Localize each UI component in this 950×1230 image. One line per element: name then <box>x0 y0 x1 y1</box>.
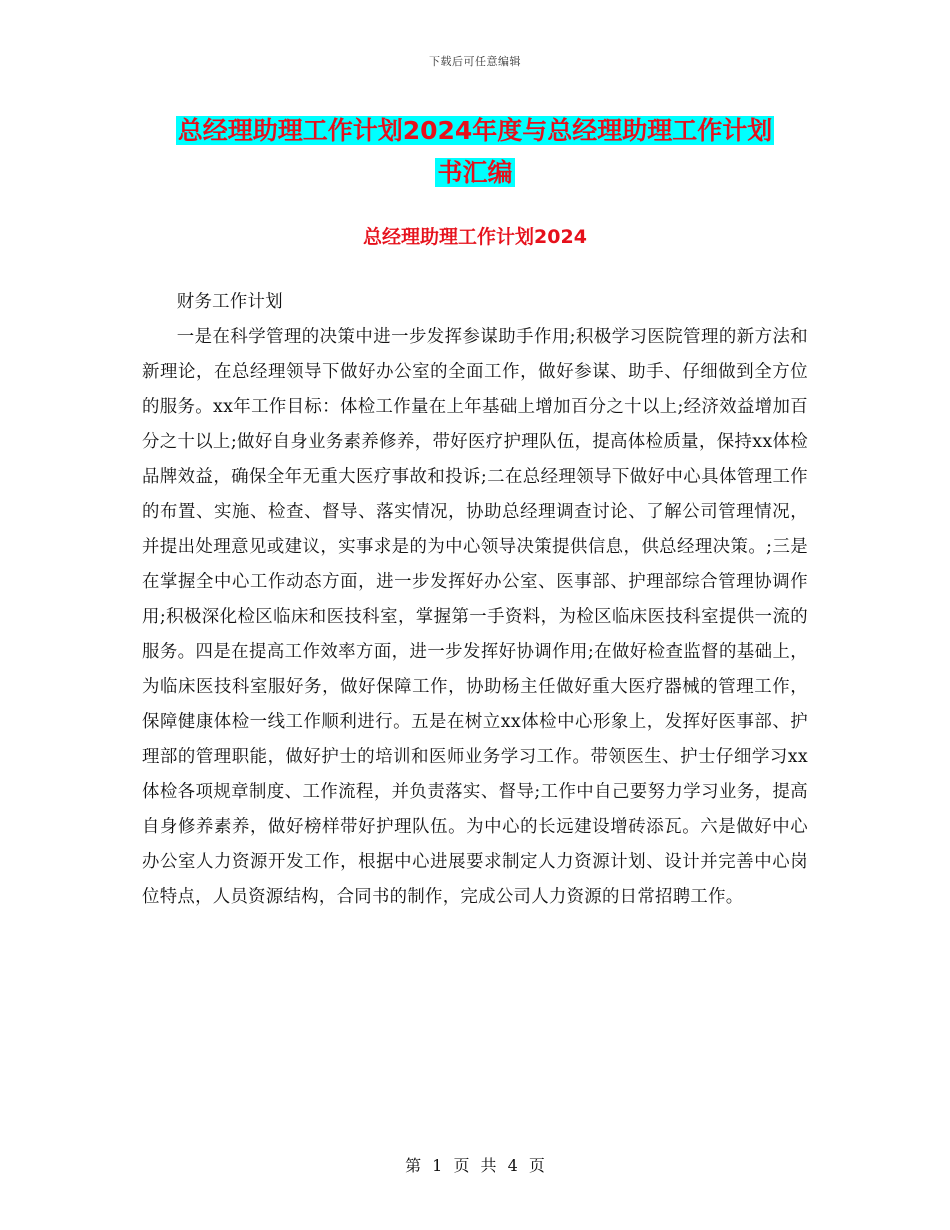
document-title-line-2: 书汇编 <box>437 158 513 187</box>
body-text <box>142 285 808 915</box>
document-title-line-1: 总经理助理工作计划2024年度与总经理助理工作计划 <box>177 116 773 145</box>
document-title <box>0 110 950 194</box>
section-heading: 总经理助理工作计划2024 <box>363 226 587 248</box>
paragraph: 一是在科学管理的决策中进一步发挥参谋助手作用;积极学习医院管理的新方法和新理论，在总经理领导下做好办公室的全面工作，做好参谋、助手、仔细做到全方位的服务。xx年工作目标：体检工作量在上年基础上增加百分之十以上;经济效益增加百分之十以上;做好自身业务素养修养，带好医疗护理队伍，提高体检质量，保持xx体检品牌效益，确保全年无重大医疗事故和投诉;二在总经理领导下做好中心具体管理工作的布置、实施、检查、督导、落实情况，协助总经理调查讨论、了解公司管理情况，并提出处理意见或建议，实事求是的为中心领导决策提供信息，供总经理决策。;三是在掌握全中心工作动态方面，进一步发挥好办公室、医事部、护理部综合管理协调作用;积极深化检区临床和医技科室，掌握第一手资料，为检区临床医技科室提供一流的服务。四是在提高工作效率方面，进一步发挥好协调作用;在做好检查监督的基础上，为临床医技科室服好务，做好保障工作，协助杨主任做好重大医疗器械的管理工作，保障健康体检一线工作顺利进行。五是在树立xx体检中心形象上，发挥好医事部、护理部的管理职能，做好护士的培训和医师业务学习工作。带领医生、护士仔细学习xx体检各项规章制度、工作流程，并负责落实、督导;工作中自己要努力学习业务，提高自身修养素养，做好榜样带好护理队伍。为中心的长远建设增砖添瓦。六是做好中心办公室人力资源开发工作，根据中心进展要求制定人力资源计划、设计并完善中心岗位特点，人员资源结构，合同书的制作，完成公司人力资源的日常招聘工作。 <box>142 327 808 907</box>
paragraph-heading: 财务工作计划 <box>176 292 283 312</box>
page-footer: 第 1 页 共 4 页 <box>405 1156 545 1175</box>
header-note: 下载后可任意编辑 <box>429 55 521 68</box>
